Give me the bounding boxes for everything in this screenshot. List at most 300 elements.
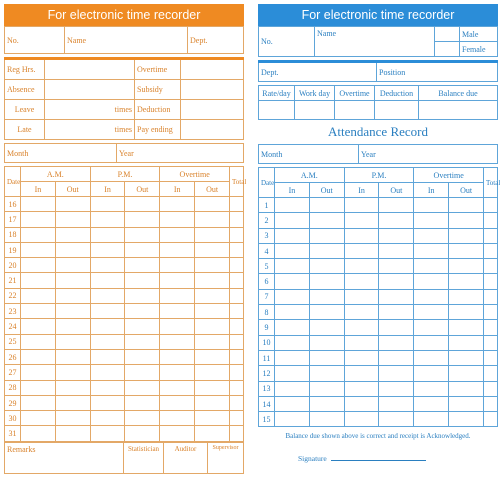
time-cell [449,259,484,274]
overtime-header: Overtime [160,167,230,182]
no-field: No. [259,27,315,57]
absence-value [45,80,135,100]
table-row [259,396,498,411]
time-cell [344,381,379,396]
table-row [259,335,498,350]
time-cell [484,274,498,289]
gender-box [435,42,460,57]
table-row [259,412,498,427]
time-cell [449,320,484,335]
time-cell [309,335,344,350]
date-cell: 19 [5,242,21,257]
time-cell [449,198,484,213]
signoff-table [4,442,244,474]
time-cell [379,198,414,213]
time-cell [55,380,90,395]
time-cell [344,366,379,381]
date-cell: 10 [259,335,275,350]
time-cell [160,411,195,426]
time-cell [55,258,90,273]
time-cell [90,227,125,242]
out-header: Out [125,182,160,197]
time-cell [160,349,195,364]
time-cell [55,365,90,380]
time-cell [414,243,449,258]
date-cell: 27 [5,365,21,380]
card-top-table [4,26,244,54]
dept-position-table [258,60,498,82]
time-cell [449,289,484,304]
time-cell [230,349,244,364]
in-header: In [275,183,310,198]
time-cell [21,411,56,426]
time-cell [90,365,125,380]
table-row [5,334,244,349]
time-cell [275,213,310,228]
time-cell [160,365,195,380]
year-field: Year [117,144,244,163]
time-cell [21,227,56,242]
time-cell [414,320,449,335]
time-cell [195,227,230,242]
table-row [5,197,244,212]
table-row [259,350,498,365]
time-cell [379,213,414,228]
in-header: In [21,182,56,197]
time-cell [195,380,230,395]
time-cell [55,212,90,227]
acknowledgement-note: Balance due shown above is correct and receipt is Acknowledged. [285,432,471,441]
time-cell [275,305,310,320]
leave-label: Leave [5,100,45,120]
time-cell [275,243,310,258]
table-row [5,319,244,334]
time-cell [309,259,344,274]
time-cell [484,289,498,304]
reg-hrs-value [45,59,135,80]
time-cell [195,349,230,364]
time-cell [195,411,230,426]
date-cell: 17 [5,212,21,227]
time-cell [414,274,449,289]
table-row [5,227,244,242]
auditor-field: Auditor [164,442,208,473]
table-row [5,380,244,395]
time-cell [344,396,379,411]
time-cell [414,198,449,213]
time-cell [449,213,484,228]
date-cell: 30 [5,411,21,426]
time-cell [90,426,125,441]
work-day-value [295,101,335,120]
time-cell [344,289,379,304]
table-row [5,242,244,257]
table-row [5,426,244,441]
time-cell [275,274,310,289]
attendance-record-title: Attendance Record [328,124,428,139]
time-cell [55,273,90,288]
date-cell: 4 [259,243,275,258]
date-cell: 6 [259,274,275,289]
time-cell [195,426,230,441]
subsidy-value [181,80,244,100]
absence-label: Absence [5,80,45,100]
balance-due-value [419,101,498,120]
time-cell [230,319,244,334]
time-cell [125,273,160,288]
date-cell: 20 [5,258,21,273]
date-cell: 9 [259,320,275,335]
leave-times: times [45,100,135,120]
table-row [5,288,244,303]
out-header: Out [55,182,90,197]
dept-field: Dept. [188,27,244,54]
time-cell [230,288,244,303]
dept-field: Dept. [259,62,377,82]
time-cell [344,335,379,350]
time-cell [379,289,414,304]
signature-label: Signature [298,454,327,464]
rate-day-value [259,101,295,120]
time-cell [55,411,90,426]
statistician-field: Statistician [124,442,164,473]
time-cell [275,366,310,381]
time-cell [449,335,484,350]
name-field: Name [65,27,188,54]
time-cell [125,304,160,319]
in-header: In [414,183,449,198]
time-cell [484,366,498,381]
time-cell [484,350,498,365]
total-header: Total [484,168,498,198]
time-cell [90,304,125,319]
card-top-table [258,26,498,57]
time-cell [125,426,160,441]
time-cell [21,365,56,380]
time-cell [449,305,484,320]
time-cell [414,335,449,350]
time-cell [195,395,230,410]
time-cell [125,242,160,257]
pay-ending-value [181,120,244,140]
out-header: Out [195,182,230,197]
in-header: In [344,183,379,198]
time-cell [21,380,56,395]
time-cell [344,213,379,228]
deduction-label: Deduction [375,86,419,101]
time-cell [484,335,498,350]
time-cell [275,412,310,427]
time-cell [160,197,195,212]
gender-box [435,27,460,42]
time-cell [449,274,484,289]
time-cell [309,243,344,258]
date-cell: 7 [259,289,275,304]
time-cell [379,350,414,365]
table-row [259,381,498,396]
time-cell [21,258,56,273]
attendance-grid [4,166,247,442]
am-header: A.M. [21,167,91,182]
time-cell [344,198,379,213]
time-cell [125,334,160,349]
table-row [5,395,244,410]
time-cell [309,412,344,427]
out-header: Out [379,183,414,198]
month-year-table [4,143,244,163]
time-cell [21,273,56,288]
time-cell [344,320,379,335]
time-cell [125,349,160,364]
time-cell [125,197,160,212]
time-cell [160,395,195,410]
overtime-value [181,59,244,80]
time-cell [379,274,414,289]
date-cell: 28 [5,380,21,395]
time-cell [484,228,498,243]
table-row [259,305,498,320]
time-cell [195,197,230,212]
time-card-left [4,4,247,496]
time-cell [55,288,90,303]
time-cell [344,274,379,289]
month-field: Month [259,145,359,164]
time-cell [55,197,90,212]
total-header: Total [230,167,244,197]
time-cell [379,396,414,411]
time-cell [449,412,484,427]
time-cell [275,335,310,350]
time-cell [21,212,56,227]
signature-line [258,454,498,463]
remarks-field: Remarks [5,442,124,473]
time-cell [414,350,449,365]
time-cell [125,212,160,227]
time-cell [379,381,414,396]
time-cell [125,227,160,242]
date-cell: 5 [259,259,275,274]
time-cell [275,381,310,396]
table-row [259,213,498,228]
time-cell [230,304,244,319]
pm-header: P.M. [344,168,414,183]
table-row [259,259,498,274]
time-cell [230,258,244,273]
time-cell [55,242,90,257]
time-cell [90,258,125,273]
time-cell [125,288,160,303]
am-header: A.M. [275,168,345,183]
time-cell [484,259,498,274]
time-cell [160,334,195,349]
out-header: Out [309,183,344,198]
time-cell [55,349,90,364]
time-cell [414,213,449,228]
time-cell [230,395,244,410]
time-cell [449,381,484,396]
table-row [259,289,498,304]
time-cell [344,259,379,274]
time-cell [275,289,310,304]
time-cell [90,288,125,303]
time-cell [414,228,449,243]
time-cell [21,242,56,257]
time-cell [160,258,195,273]
time-cell [344,412,379,427]
deduction-label: Deduction [135,100,181,120]
table-row [259,243,498,258]
time-cell [309,396,344,411]
table-row [5,349,244,364]
year-field: Year [359,145,498,164]
time-cell [449,243,484,258]
date-cell: 16 [5,197,21,212]
time-cell [484,198,498,213]
time-cell [90,334,125,349]
time-cell [449,366,484,381]
time-cell [21,426,56,441]
in-header: In [160,182,195,197]
table-row [259,274,498,289]
time-cell [160,319,195,334]
subsidy-label: Subsidy [135,80,181,100]
date-cell: 15 [259,412,275,427]
late-label: Late [5,120,45,140]
time-cell [90,395,125,410]
time-cell [414,381,449,396]
work-day-label: Work day [295,86,335,101]
time-cell [309,320,344,335]
time-cell [21,197,56,212]
time-cell [230,273,244,288]
date-cell: 21 [5,273,21,288]
time-cell [484,381,498,396]
deduction-value [375,101,419,120]
deduction-value [181,100,244,120]
time-cell [449,228,484,243]
time-cell [275,350,310,365]
time-cell [90,242,125,257]
overtime-header: Overtime [414,168,484,183]
time-cell [275,228,310,243]
date-cell: 3 [259,228,275,243]
time-cell [449,350,484,365]
table-row [259,320,498,335]
time-cell [21,319,56,334]
date-cell: 11 [259,350,275,365]
time-cell [275,259,310,274]
month-field: Month [5,144,117,163]
time-cell [275,320,310,335]
time-cell [484,396,498,411]
overtime-value [335,101,375,120]
table-row [5,365,244,380]
late-times: times [45,120,135,140]
table-row [5,212,244,227]
time-cell [160,242,195,257]
time-card-right [258,4,498,496]
date-cell: 26 [5,349,21,364]
balance-due-label: Balance due [419,86,498,101]
card-header: For electronic time recorder [4,4,244,26]
time-cell [90,212,125,227]
table-row [259,366,498,381]
table-row [5,304,244,319]
position-field: Position [377,62,498,82]
overtime-label: Overtime [335,86,375,101]
time-cell [379,259,414,274]
time-cell [379,412,414,427]
date-cell: 12 [259,366,275,381]
time-cell [309,213,344,228]
date-cell: 2 [259,213,275,228]
time-cell [484,243,498,258]
date-cell: 31 [5,426,21,441]
date-cell: 8 [259,305,275,320]
time-cell [195,304,230,319]
summary-table [4,57,244,140]
time-cell [160,288,195,303]
table-row [5,258,244,273]
time-cell [21,395,56,410]
table-row [5,273,244,288]
time-cell [414,289,449,304]
time-cell [21,304,56,319]
time-cell [230,365,244,380]
time-cell [230,426,244,441]
time-cell [379,305,414,320]
time-cell [414,305,449,320]
time-cell [125,258,160,273]
time-cell [414,366,449,381]
time-cell [449,396,484,411]
time-cell [160,273,195,288]
time-cell [379,228,414,243]
time-cell [230,227,244,242]
time-cell [414,396,449,411]
time-cell [414,412,449,427]
time-cell [21,349,56,364]
time-cell [160,380,195,395]
time-cell [230,334,244,349]
time-cell [309,274,344,289]
time-cell [125,395,160,410]
time-cell [484,305,498,320]
time-cell [90,380,125,395]
time-cell [125,319,160,334]
time-cell [21,334,56,349]
time-cell [195,365,230,380]
time-cell [195,258,230,273]
time-cell [484,320,498,335]
attendance-grid [258,167,498,427]
time-cell [90,273,125,288]
time-cell [230,411,244,426]
time-cell [55,334,90,349]
time-cell [379,335,414,350]
overtime-label: Overtime [135,59,181,80]
time-cell [160,212,195,227]
date-cell: 18 [5,227,21,242]
pm-header: P.M. [90,167,160,182]
time-cell [309,228,344,243]
time-cell [309,381,344,396]
time-cell [230,242,244,257]
time-cell [55,395,90,410]
time-cell [344,228,379,243]
time-cell [55,304,90,319]
table-row [259,198,498,213]
